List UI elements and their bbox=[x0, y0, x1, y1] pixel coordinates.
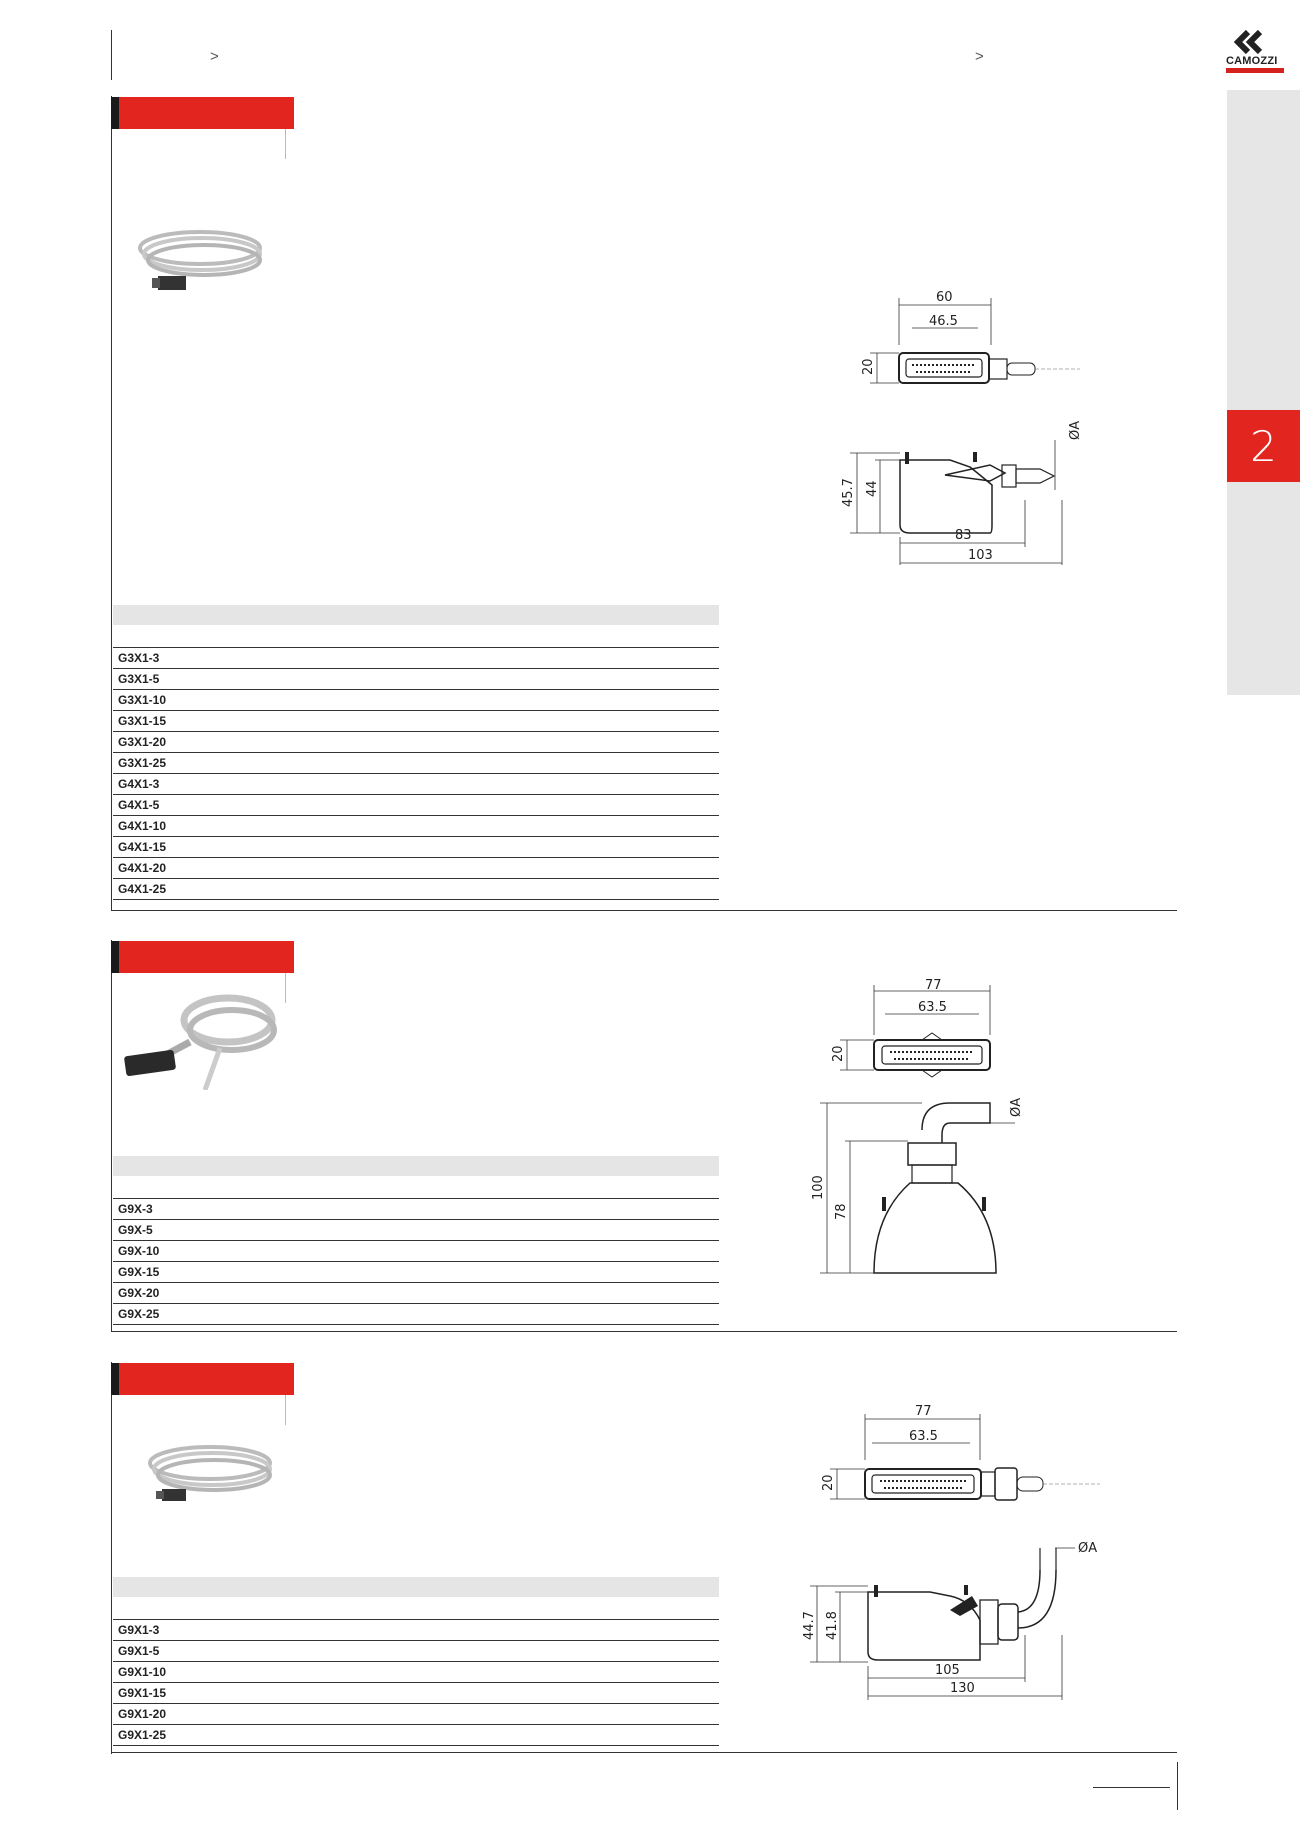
dim-label: 20 bbox=[831, 1045, 846, 1062]
dim-label: ØA bbox=[1009, 1097, 1024, 1117]
footer-vertical-rule bbox=[1177, 1762, 1178, 1810]
dim-label: 130 bbox=[950, 1681, 975, 1696]
table-row: G9X1-3 bbox=[113, 1620, 719, 1641]
table-subheader bbox=[113, 625, 719, 648]
section-header-rule bbox=[285, 1395, 286, 1425]
table-row: G4X1-15 bbox=[113, 837, 719, 858]
chapter-side-tab bbox=[1227, 90, 1300, 695]
table-subheader bbox=[113, 1597, 719, 1620]
table-row: G4X1-5 bbox=[113, 795, 719, 816]
table-row: G4X1-25 bbox=[113, 879, 719, 900]
dim-label: 44.7 bbox=[802, 1611, 817, 1640]
dim-label: 20 bbox=[861, 358, 876, 375]
dim-label: 100 bbox=[811, 1175, 826, 1200]
dim-label: 78 bbox=[834, 1203, 849, 1220]
connector-technical-drawing bbox=[800, 1400, 1100, 1710]
table-row: G9X-15 bbox=[113, 1262, 719, 1283]
table-header bbox=[113, 1156, 719, 1176]
table-row: G9X1-10 bbox=[113, 1662, 719, 1683]
dim-label: 45.7 bbox=[841, 478, 856, 507]
section-bottom-rule bbox=[111, 1752, 1177, 1753]
table-row: G3X1-10 bbox=[113, 690, 719, 711]
dim-label: 83 bbox=[955, 528, 972, 543]
breadcrumb-separator: > bbox=[975, 48, 984, 65]
table-row: G4X1-3 bbox=[113, 774, 719, 795]
article-table bbox=[113, 1156, 719, 1325]
table-row: G3X1-3 bbox=[113, 648, 719, 669]
brand-bar bbox=[1226, 68, 1284, 73]
chapter-number: 2 bbox=[1227, 410, 1300, 482]
section-header-rule bbox=[285, 129, 286, 159]
article-table bbox=[113, 1577, 719, 1746]
dim-label: 41.8 bbox=[825, 1611, 840, 1640]
section-left-rule bbox=[111, 1362, 112, 1754]
table-row: G3X1-20 bbox=[113, 732, 719, 753]
table-row: G4X1-10 bbox=[113, 816, 719, 837]
table-row: G9X-3 bbox=[113, 1199, 719, 1220]
section-header-bar bbox=[111, 941, 294, 973]
dim-label: 60 bbox=[936, 290, 953, 305]
dim-label: 105 bbox=[935, 1663, 960, 1678]
section-header-bar bbox=[111, 97, 294, 129]
dim-label: 63.5 bbox=[909, 1429, 938, 1444]
breadcrumb-separator: > bbox=[210, 48, 219, 65]
section-bottom-rule bbox=[111, 910, 1177, 911]
footer-rule bbox=[1093, 1787, 1170, 1788]
article-table bbox=[113, 605, 719, 900]
cable-photo-icon bbox=[130, 218, 270, 308]
cable-photo-icon bbox=[140, 1433, 280, 1523]
table-row: G9X1-20 bbox=[113, 1704, 719, 1725]
connector-technical-drawing bbox=[840, 285, 1100, 575]
dim-label: 46.5 bbox=[929, 314, 958, 329]
table-header bbox=[113, 605, 719, 625]
section-bottom-rule bbox=[111, 1331, 1177, 1332]
brand-name: CAMOZZI bbox=[1226, 55, 1278, 67]
table-row: G9X1-25 bbox=[113, 1725, 719, 1746]
table-subheader bbox=[113, 1176, 719, 1199]
table-row: G9X-5 bbox=[113, 1220, 719, 1241]
cable-photo-icon bbox=[120, 990, 290, 1090]
dim-label: 20 bbox=[821, 1474, 836, 1491]
dim-label: ØA bbox=[1078, 1541, 1098, 1556]
table-header bbox=[113, 1577, 719, 1597]
dim-label: ØA bbox=[1068, 420, 1083, 440]
dim-label: 77 bbox=[915, 1404, 932, 1419]
table-row: G9X-25 bbox=[113, 1304, 719, 1325]
table-row: G9X1-5 bbox=[113, 1641, 719, 1662]
table-row: G4X1-20 bbox=[113, 858, 719, 879]
table-row: G3X1-5 bbox=[113, 669, 719, 690]
table-row: G3X1-15 bbox=[113, 711, 719, 732]
table-row: G3X1-25 bbox=[113, 753, 719, 774]
dim-label: 77 bbox=[925, 978, 942, 993]
section-header-bar bbox=[111, 1363, 294, 1395]
connector-technical-drawing bbox=[810, 975, 1040, 1290]
section-left-rule bbox=[111, 96, 112, 911]
dim-label: 63.5 bbox=[918, 1000, 947, 1015]
table-row: G9X-20 bbox=[113, 1283, 719, 1304]
table-row: G9X1-15 bbox=[113, 1683, 719, 1704]
section-left-rule bbox=[111, 940, 112, 1332]
table-row: G9X-10 bbox=[113, 1241, 719, 1262]
header-left-rule bbox=[111, 30, 112, 80]
dim-label: 44 bbox=[865, 480, 880, 497]
dim-label: 103 bbox=[968, 548, 993, 563]
